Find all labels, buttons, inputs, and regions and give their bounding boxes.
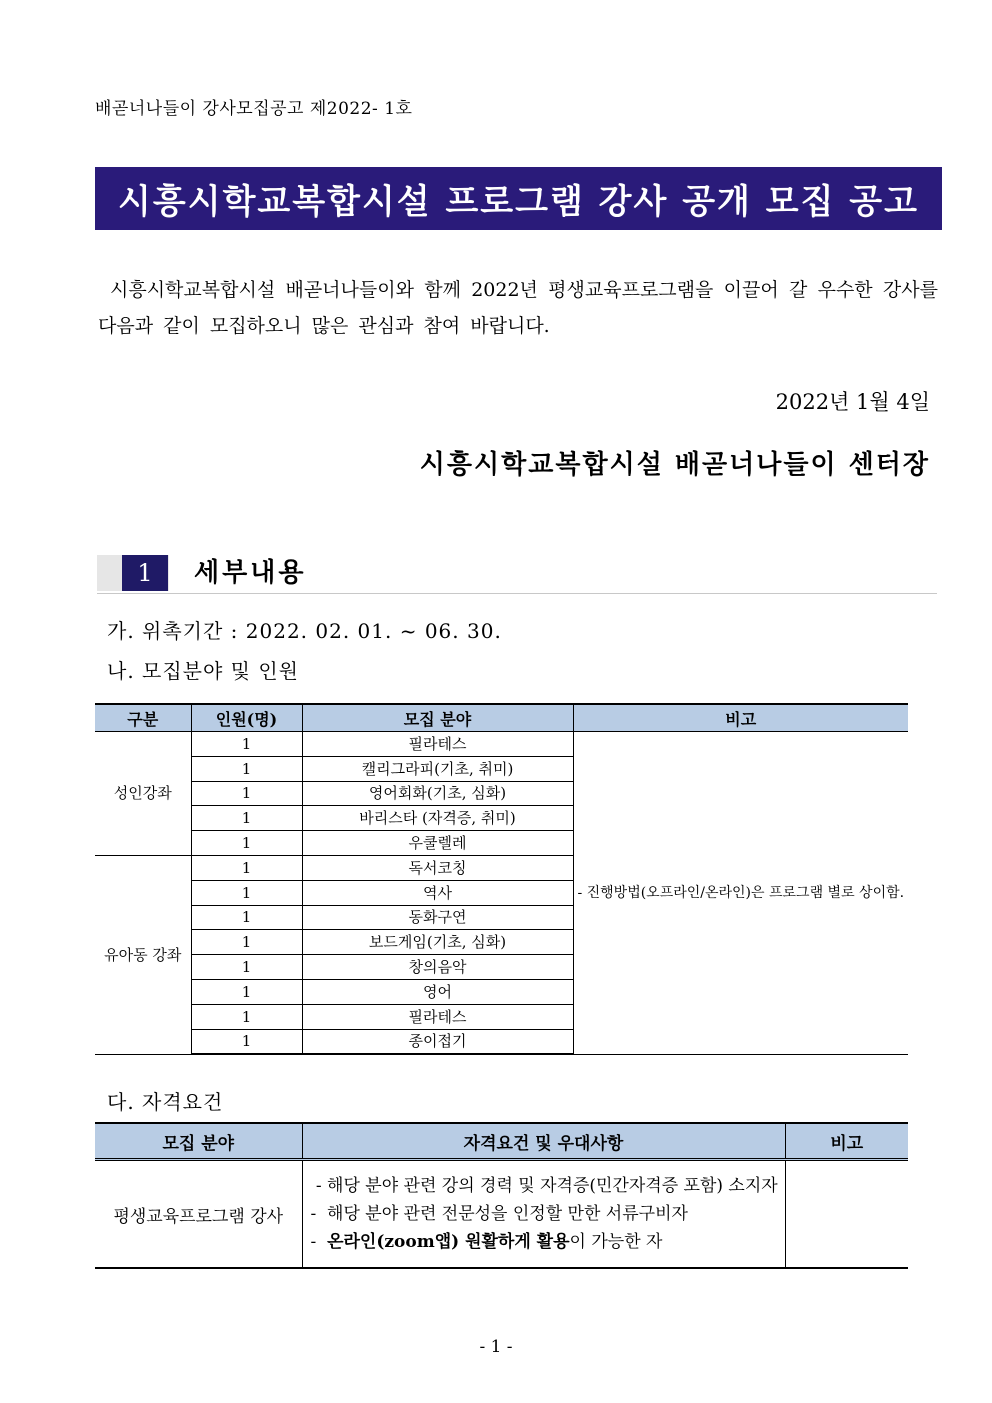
page-title: 시흥시학교복합시설 프로그램 강사 공개 모집 공고 (118, 182, 919, 222)
notice-number: 배곧너나들이 강사모집공고 제2022- 1호 (95, 99, 413, 119)
header-field: 모집 분야 (95, 1123, 302, 1160)
count-cell: 1 (191, 905, 302, 930)
field-cell: 바리스타 (자격증, 취미) (302, 806, 573, 831)
field-cell: 평생교육프로그램 강사 (95, 1160, 302, 1269)
count-cell: 1 (191, 1029, 302, 1054)
count-cell: 1 (191, 831, 302, 856)
requirement-suffix: 이 가능한 자 (569, 1232, 663, 1252)
table-row (95, 732, 908, 757)
requirement-item (311, 1228, 785, 1256)
intro-text: 시흥시학교복합시설 배곧너나들이와 함께 2022년 평생교육프로그램을 이끌어 갈 우수한 강사를 다음과 같이 모집하오니 많은 관심과 참여 바랍니다. (98, 279, 938, 337)
count-cell: 1 (191, 1004, 302, 1029)
field-cell: 우쿨렐레 (302, 831, 573, 856)
header-note: 비고 (573, 704, 908, 732)
requirement-item: - 해당 분야 관련 강의 경력 및 자격증(민간자격증 포함) 소지자 (310, 1176, 778, 1196)
recruit-table-header (95, 704, 908, 732)
header-requirements: 자격요건 및 우대사항 (302, 1123, 785, 1160)
count-cell: 1 (191, 855, 302, 880)
field-cell: 캘리그라피(기초, 취미) (302, 756, 573, 781)
field-cell: 동화구연 (302, 905, 573, 930)
header-category: 구분 (95, 704, 191, 732)
qualification-table (95, 1122, 908, 1269)
field-cell: 독서코칭 (302, 855, 573, 880)
page-number: - 1 - (479, 1337, 513, 1357)
recruit-table (95, 703, 908, 1055)
category-cell: 성인강좌 (95, 732, 191, 856)
item-fields: 나. 모집분야 및 인원 (107, 659, 299, 683)
requirement-highlight: 온라인(zoom앱) 원활하게 활용 (327, 1232, 570, 1252)
page-title-bar (95, 167, 942, 230)
notice-date: 2022년 1월 4일 (775, 390, 930, 414)
section-header (97, 555, 937, 594)
header-count: 인원(명) (191, 704, 302, 732)
header-note: 비고 (785, 1123, 908, 1160)
section-title: 세부내용 (194, 558, 307, 588)
header-field: 모집 분야 (302, 704, 573, 732)
section-number: 1 (122, 555, 168, 591)
count-cell: 1 (191, 806, 302, 831)
field-cell: 영어회화(기초, 심화) (302, 781, 573, 806)
category-cell: 유아동 강좌 (95, 855, 191, 1054)
intro-paragraph (98, 272, 938, 344)
signature: 시흥시학교복합시설 배곧너나들이 센터장 (419, 450, 930, 480)
count-cell: 1 (191, 955, 302, 980)
item-term: 가. 위촉기간 : 2022. 02. 01. ~ 06. 30. (107, 619, 502, 643)
field-cell: 역사 (302, 880, 573, 905)
field-cell: 필라테스 (302, 1004, 573, 1029)
field-cell: 창의음악 (302, 955, 573, 980)
requirements-cell (302, 1160, 785, 1269)
count-cell: 1 (191, 732, 302, 757)
field-cell: 보드게임(기초, 심화) (302, 930, 573, 955)
table-row (95, 1160, 908, 1269)
count-cell: 1 (191, 756, 302, 781)
field-cell: 영어 (302, 979, 573, 1004)
field-cell: 필라테스 (302, 732, 573, 757)
requirement-item: - 해당 분야 관련 전문성을 인정할 만한 서류구비자 (310, 1204, 688, 1224)
qualification-table-header (95, 1123, 908, 1160)
count-cell: 1 (191, 979, 302, 1004)
note-cell: - 진행방법(오프라인/온라인)은 프로그램 별로 상이함. (573, 732, 908, 1055)
count-cell: 1 (191, 880, 302, 905)
count-cell: 1 (191, 781, 302, 806)
note-cell (785, 1160, 908, 1269)
count-cell: 1 (191, 930, 302, 955)
item-qualifications: 다. 자격요건 (107, 1090, 224, 1114)
field-cell: 종이접기 (302, 1029, 573, 1054)
requirement-prefix: - (310, 1232, 328, 1252)
